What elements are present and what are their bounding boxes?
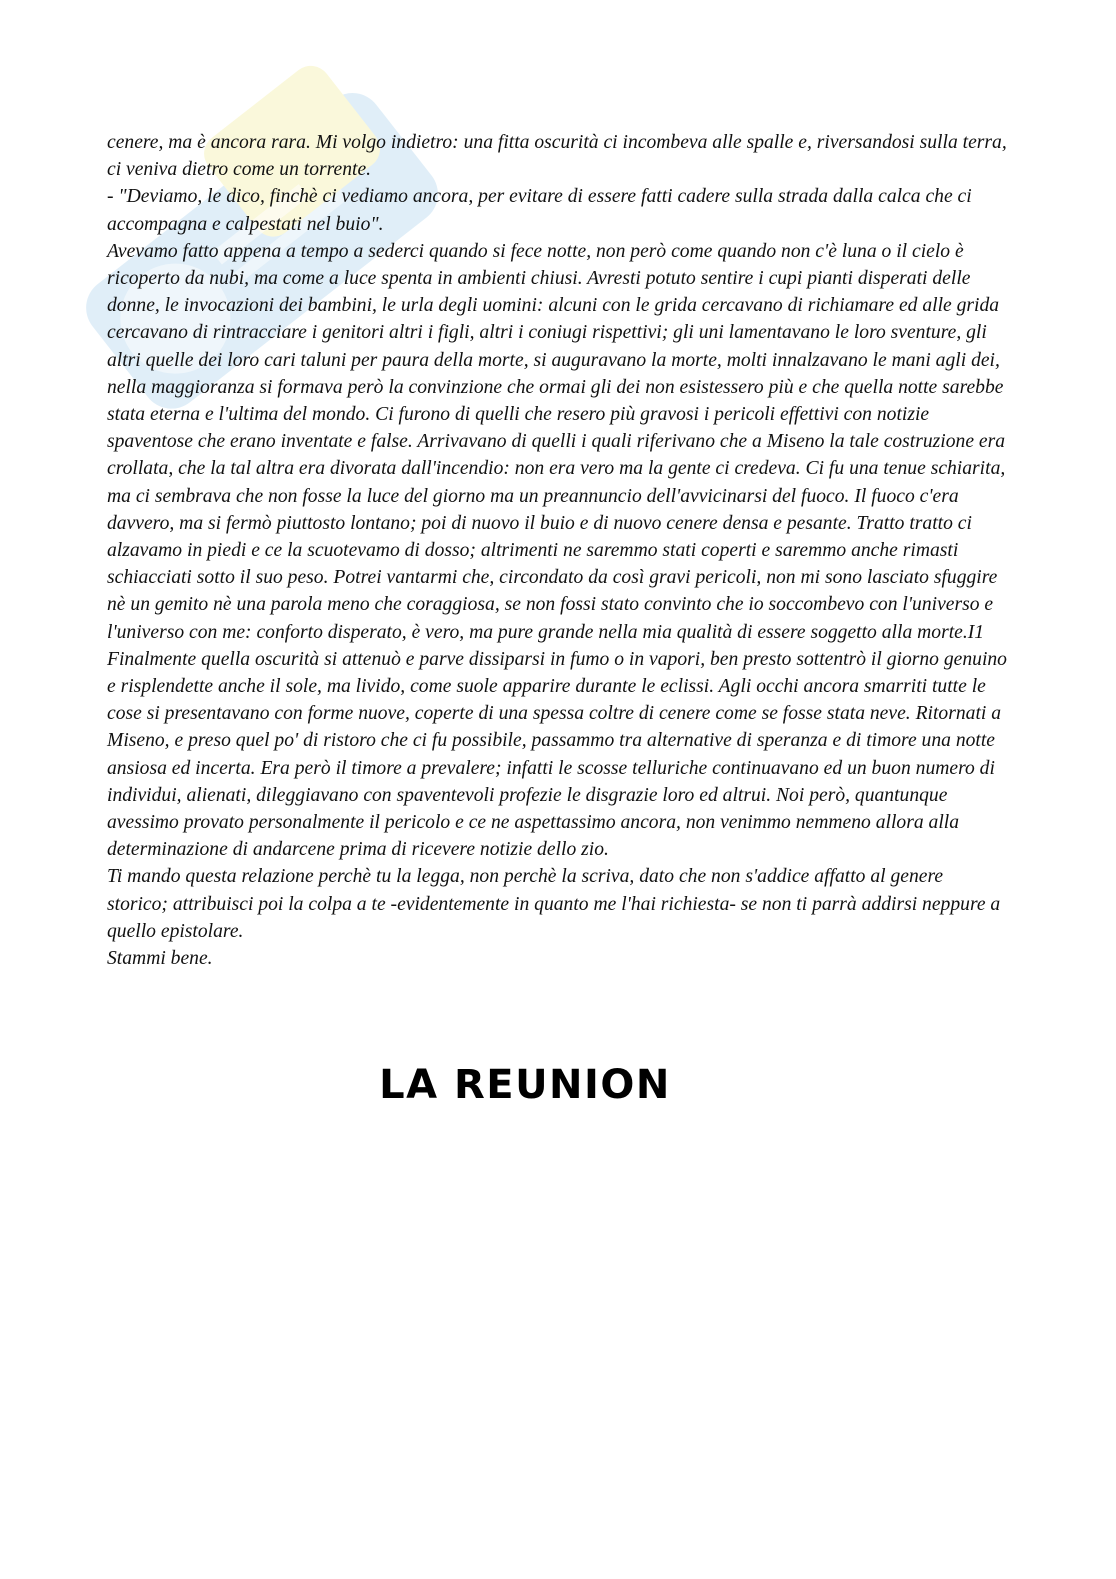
paragraph-quote: - "Deviamo, le dico, finchè ci vediamo ancora, per evitare di essere fatti cadere sulla strada dalla calca che ci accompagna e calpestati nel buio".	[107, 186, 972, 235]
paragraph-main: Avevamo fatto appena a tempo a sederci quando si fece notte, non però come quando non c'è luna o il cielo è ricoperto da nubi, ma come a luce spenta in ambienti chiusi. Avresti potuto sentire i cupi pianti disperati delle donne, le invocazioni dei bambini, le urla degli uomini: alcuni con le grida cercavano di richiamare ed alle grida cercavano di rintracciare i genitori altri i figli, altri i coniugi rispettivi; gli uni lamentavano le loro sventure, gli altri quelle dei loro cari taluni per paura della morte, si auguravano la morte, molti innalzavano le mani agli dei, nella maggioranza si formava però la convinzione che ormai gli dei non esistessero più e che quella notte sarebbe stata eterna e l'ultima del mondo. Ci furono di quelli che resero più gravosi i pericoli effettivi con notizie spaventose che erano inventate e false. Arrivavano di quelli i quali riferivano che a Miseno la tale costruzione era crollata, che la tal altra era divorata dall'incendio: non era vero ma la gente ci credeva. Ci fu una tenue schiarita, ma ci sembrava che non fosse la luce del giorno ma un preannuncio dell'avvicinarsi del fuoco. Il fuoco c'era davvero, ma si fermò piuttosto lontano; poi di nuovo il buio e di nuovo cenere densa e pesante. Tratto tratto ci alzavamo in piedi e ce la scuotevamo di dosso; altrimenti ne saremmo stati coperti e saremmo anche rimasti schiacciati sotto il suo peso. Potrei vantarmi che, circondato da così gravi pericoli, non mi sono lasciato sfuggire nè un gemito nè una parola meno che coraggiosa, se non fossi stato convinto che io soccombevo con l'universo e l'universo con me: conforto disperato, è vero, ma pure grande nella mia qualità di essere soggetto alla morte.I1 Finalmente quella oscurità si attenuò e parve dissiparsi in fumo o in vapori, ben presto sottentrò il giorno genuino e risplendette anche il sole, ma livido, come suole apparire durante le eclissi. Agli occhi ancora smarriti tutte le cose si presentavano con forme nuove, coperte di una spessa coltre di cenere come se fosse stata neve. Ritornati a Miseno, e preso quel po' di ristoro che ci fu possibile, passammo tra alternative di speranza e di timore una notte ansiosa ed incerta. Era però il timore a prevalere; infatti le scosse telluriche continuavano ed un buon numero di individui, alienati, dileggiavano con spaventevoli profezie le disgrazie loro ed altrui. Noi però, quantunque avessimo provato personalmente il pericolo e ce ne aspettassimo ancora, non venimmo nemmeno allora alla determinazione di andarcene prima di ricevere notizie dello zio.	[107, 240, 1007, 861]
section-title: LA REUNION	[379, 1062, 671, 1108]
paragraph-signoff: Stammi bene.	[107, 948, 213, 970]
paragraph-closing: Ti mando questa relazione perchè tu la legga, non perchè la scriva, dato che non s'addice affatto al genere storico; attribuisci poi la colpa a te -evidentemente in quanto me l'hai richiesta- se non ti parrà addirsi neppure a quello epistolare.	[107, 866, 1001, 942]
paragraph-intro: cenere, ma è ancora rara. Mi volgo indietro: una fitta oscurità ci incombeva alle spalle e, riversandosi sulla terra, ci veniva dietro come un torrente.	[107, 132, 1007, 181]
document-body	[107, 129, 1007, 972]
